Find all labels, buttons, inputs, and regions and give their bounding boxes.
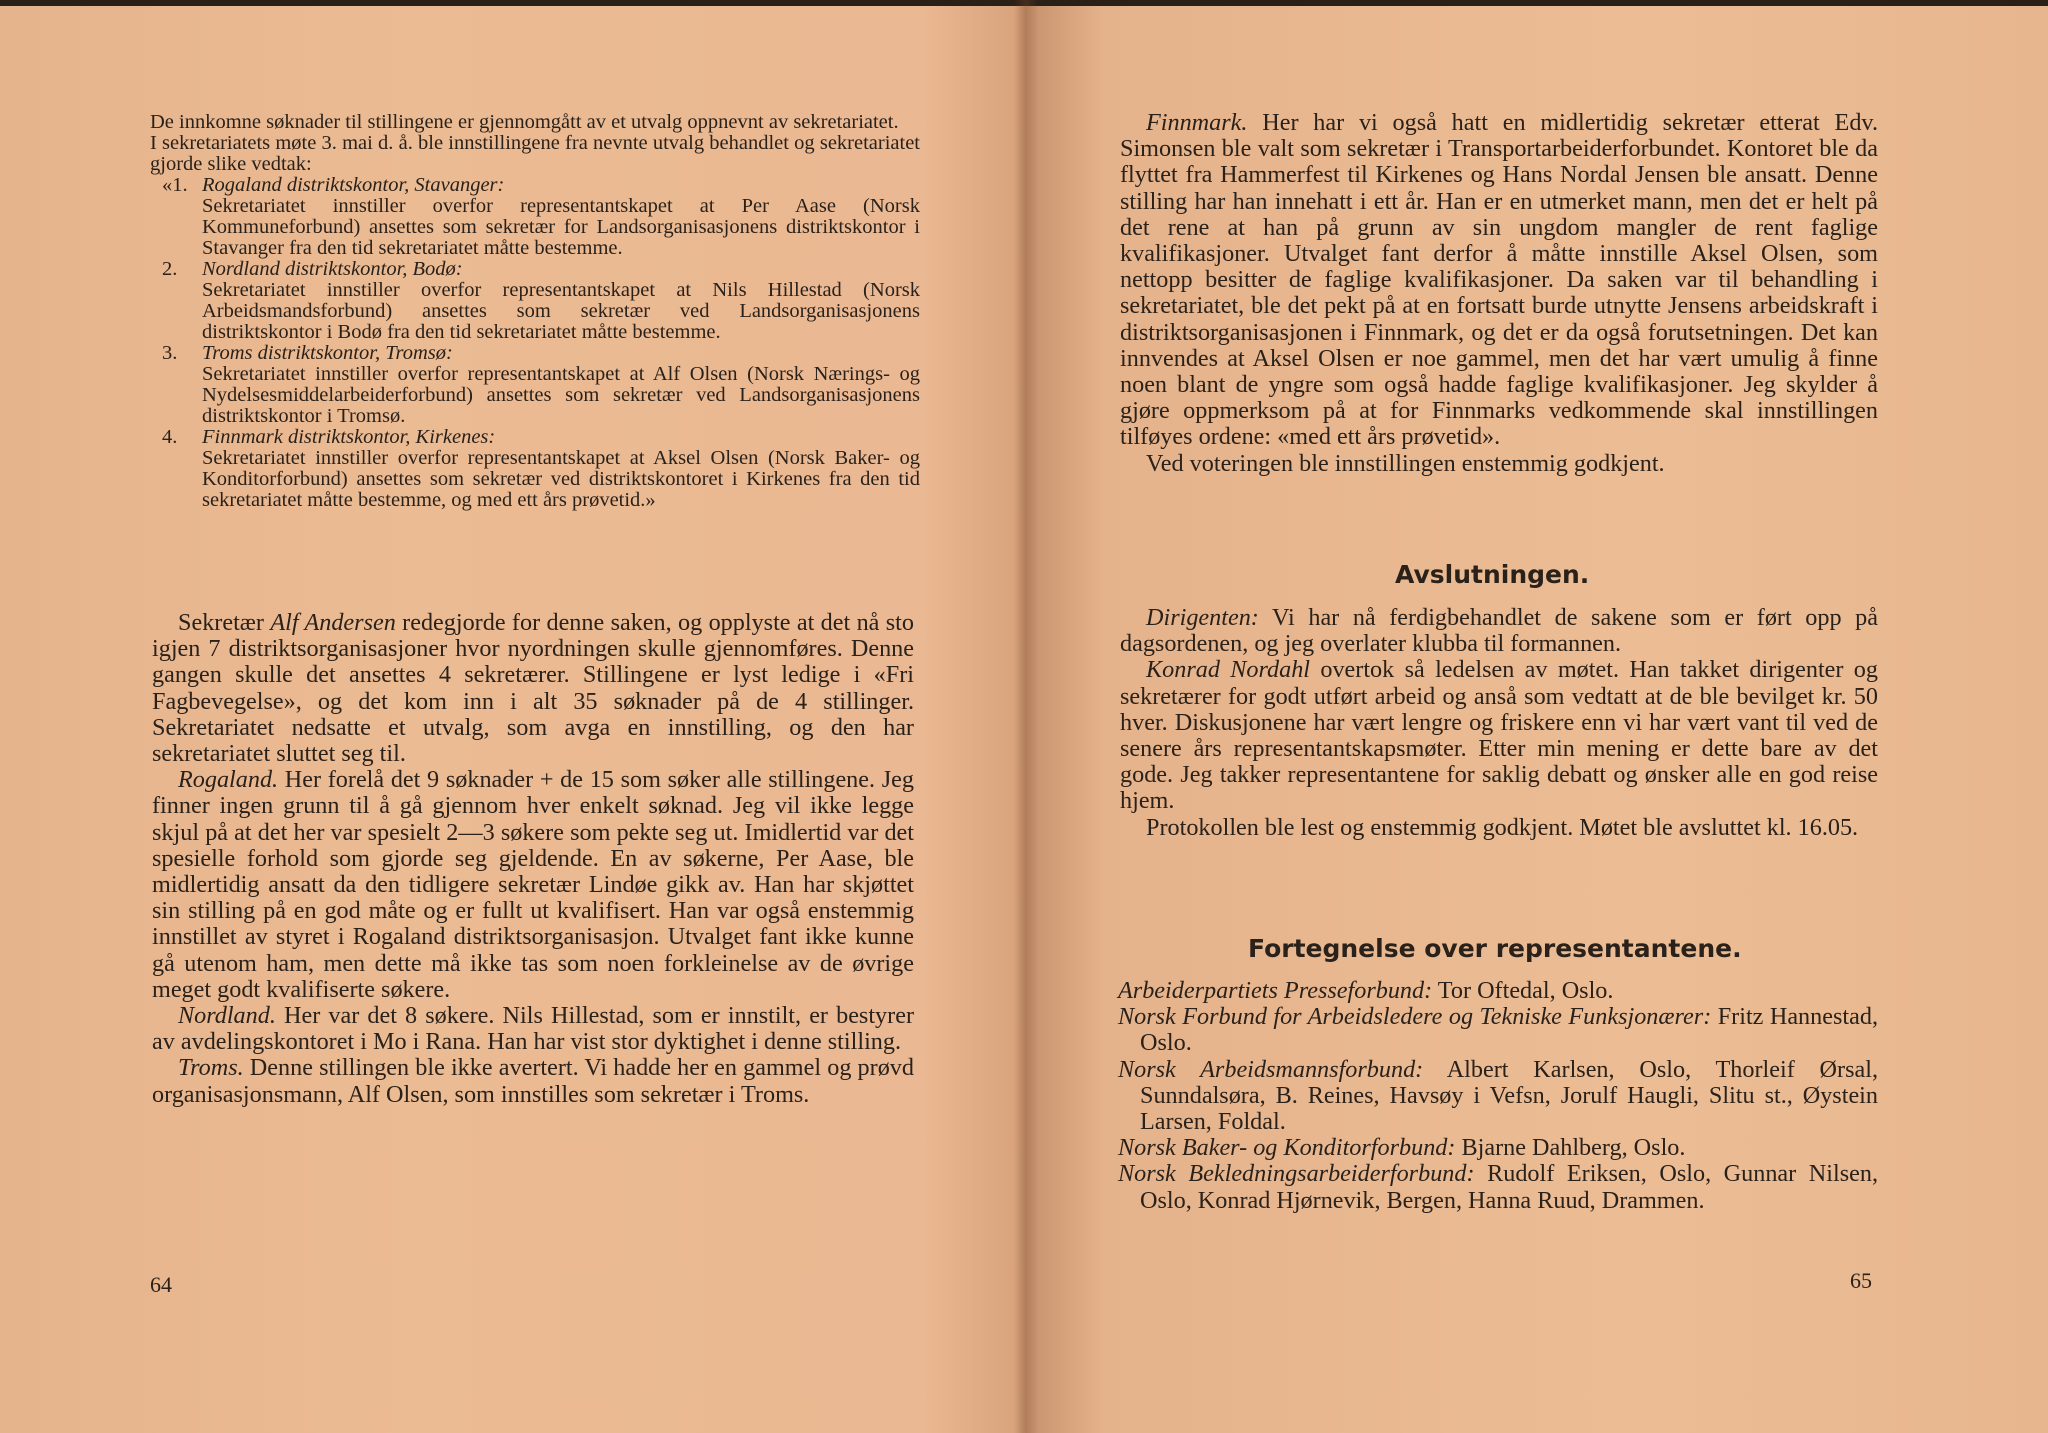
heading-avslutningen: Avslutningen. <box>1395 560 1590 589</box>
item-heading: Rogaland distriktskontor, Stavanger: <box>202 174 505 196</box>
intro-line-2: I sekretariatets møte 3. mai d. å. ble innstillingene fra nevnte utvalg behandlet og sekretariatet gjorde slike vedtak: <box>150 132 920 175</box>
rep-entry <box>1118 1057 1878 1136</box>
para-text: Her var det 8 søkere. Nils Hillestad, som er innstilt, er bestyrer av avdelingskontoret i Mo i Rana. Han har vist stor dyktighet i denne stilling. <box>152 1002 914 1056</box>
lead-nordland: Nordland. <box>178 1002 276 1030</box>
rep-names: Rudolf Eriksen, Oslo, Gunnar Nilsen, Oslo, Konrad Hjørnevik, Bergen, Hanna Ruud, Drammen. <box>1140 1160 1878 1214</box>
item-heading: Nordland distriktskontor, Bodø: <box>202 258 463 280</box>
paragraph-nordland <box>152 1003 914 1055</box>
lead-finnmark: Finnmark. <box>1146 109 1248 136</box>
paragraph-finnmark <box>1120 110 1878 451</box>
paragraph-protokollen: Protokollen ble lest og enstemmig godkjent. Møtet ble avsluttet kl. 16.05. <box>1146 813 1859 841</box>
resolution-item-1 <box>150 175 920 259</box>
para-text: Vi har nå ferdigbehandlet de sakene som er ført opp på dagsordenen, og jeg overlater klubba til formannen. <box>1120 604 1878 658</box>
lead-dirigenten: Dirigenten: <box>1146 604 1259 631</box>
rep-names: Fritz Hannestad, Oslo. <box>1140 1003 1878 1057</box>
item-heading: Troms distriktskontor, Tromsø: <box>202 342 453 364</box>
intro-line-1: De innkomne søknader til stillingene er gjennomgått av et utvalg oppnevnt av sekretariatet. <box>150 111 899 133</box>
paragraph-rogaland <box>152 767 914 1003</box>
item-number: 4. <box>162 426 178 448</box>
heading-fortegnelse: Fortegnelse over representantene. <box>1248 934 1742 963</box>
item-text: Sekretariatet innstiller overfor representantskapet at Aksel Olsen (Norsk Baker- og Konditorforbund) ansettes som sekretær ved distriktskontoret i Kirkenes fra den tid sekretariatet måtte bestemme, og med ett års prøvetid.» <box>202 447 920 511</box>
lead-rogaland: Rogaland. <box>178 766 279 794</box>
lead-troms: Troms. <box>178 1054 244 1082</box>
item-text: Sekretariatet innstiller overfor representantskapet at Nils Hillestad (Norsk Arbeidsmandsforbund) ansettes som sekretær ved Landsorganisasjonens distriktskontor i Bodø fra den tid sekretariatet måtte bestemme. <box>202 279 920 343</box>
rep-entry <box>1118 1161 1878 1213</box>
resolution-item-2 <box>150 259 920 343</box>
para-text: Her har vi også hatt en midlertidig sekretær etterat Edv. Simonsen ble valt som sekretær i Transportarbeiderforbundet. Kontoret ble da flyttet fra Hammerfest til Kirkenes og Hans Nordal Jensen ble ansatt. Denne stilling har han innehatt i ett år. Han er en utmerket mann, men det er helt på det rene at han på grunn av sin ungdom mangler de rent faglige kvalifikasjoner. Utvalget fant derfor å måtte innstille Aksel Olsen, som nettopp besitter de faglige kvalifikasjoner. Da saken var til behandling i sekretariatet, ble det pekt på at en fortsatt burde utnytte Jensens arbeidskraft i distriktsorganisasjonen i Finnmark, og det er da også forutsetningen. Det kan innvendes at Aksel Olsen er noe gammel, men det har vært umulig å finne noen blant de yngre som også hadde faglige kvalifikasjoner. Jeg skylder å gjøre oppmerksom på at for Finnmarks vedkommende skal innstillingen tilføyes ordene: «med ett års prøvetid». <box>1120 109 1878 451</box>
paragraph-nordahl <box>1120 657 1878 814</box>
representatives-list <box>1118 978 1878 1214</box>
item-text: Sekretariatet innstiller overfor representantskapet at Per Aase (Norsk Kommuneforbund) ansettes som sekretær for Landsorganisasjonens distriktskontor i Stavanger fra den tid sekretariatet måtte bestemme. <box>202 195 920 259</box>
rep-names: Albert Karlsen, Oslo, Thorleif Ørsal, Sunndalsøra, B. Reines, Havsøy i Vefsn, Jorulf Haugli, Slitu st., Øystein Larsen, Foldal. <box>1140 1055 1878 1136</box>
rep-org: Arbeiderpartiets Presseforbund: <box>1118 977 1433 1004</box>
rep-org: Norsk Arbeidsmannsforbund: <box>1118 1055 1424 1083</box>
rep-org: Norsk Forbund for Arbeidsledere og Tekniske Funksjonærer: <box>1118 1003 1712 1031</box>
right-body-text-closing <box>1120 605 1878 841</box>
page-number-right: 65 <box>1850 1268 1872 1293</box>
rep-names: Tor Oftedal, Oslo. <box>1432 977 1614 1004</box>
rep-entry <box>1118 1135 1878 1161</box>
right-body-text-top <box>1120 110 1878 477</box>
para-text: overtok så ledelsen av møtet. Han takket dirigenter og sekretærer for godt utført arbeid og anså som vedtatt at de ble bevilget kr. 50 hver. Diskusjonene har vært lengre og friskere enn vi har vært vant til ved de senere års representantskapsmøter. Etter min mening er dette bare av det gode. Jeg takker representantene for saklig debatt og ønsker alle en god reise hjem. <box>1120 656 1878 815</box>
item-number: 3. <box>162 342 178 364</box>
rep-entry <box>1118 978 1878 1004</box>
para-text: Her forelå det 9 søknader + de 15 som søker alle stillingene. Jeg finner ingen grunn til å gå gjennom hver enkelt søknad. Jeg vil ikke legge skjul på at det her var spesielt 2—3 søkere som pekte seg ut. Imidlertid var det spesielle forhold som gjorde seg gjeldende. En av søkerne, Per Aase, ble midlertidig ansatt da den tidligere sekretær Lindøe gikk av. Han har skjøttet sin stilling på en god måte og er fullt ut kvalifisert. Han var også enstemmig innstillet av styret i Rogaland distriktsorganisasjon. Utvalget fant ikke kunne gå utenom ham, men dette må ikke tas som noen forkleinelse av de øvrige meget godt kvalifiserte søkere. <box>152 766 914 1003</box>
rep-entry <box>1118 1004 1878 1056</box>
item-number: 2. <box>162 258 178 280</box>
name-alf-andersen: Alf Andersen <box>270 609 396 636</box>
rep-org: Norsk Baker- og Konditorforbund: <box>1118 1134 1456 1162</box>
item-text: Sekretariatet innstiller overfor representantskapet at Alf Olsen (Norsk Nærings- og Nydelsesmiddelarbeiderforbund) ansettes som sekretær ved Landsorganisasjonens distriktskontor i Tromsø. <box>202 363 920 427</box>
resolution-item-3 <box>150 343 920 427</box>
paragraph-dirigenten <box>1120 605 1878 657</box>
page-number-left: 64 <box>150 1272 172 1297</box>
paragraph-troms <box>152 1055 914 1107</box>
resolution-block <box>150 112 920 511</box>
rep-org: Norsk Bekledningsarbeiderforbund: <box>1118 1160 1475 1188</box>
paragraph-voting: Ved voteringen ble innstillingen enstemmig godkjent. <box>1146 449 1665 477</box>
item-number: «1. <box>162 174 188 196</box>
paragraph-andersen <box>152 610 914 767</box>
para-text: Sekretær <box>178 609 271 636</box>
left-page <box>0 0 1020 1433</box>
rep-names: Bjarne Dahlberg, Oslo. <box>1455 1134 1686 1162</box>
left-body-text <box>152 610 914 1108</box>
lead-konrad-nordahl: Konrad Nordahl <box>1146 656 1311 684</box>
para-text: Denne stillingen ble ikke avertert. Vi hadde her en gammel og prøvd organisasjonsmann, Alf Olsen, som innstilles som sekretær i Troms. <box>152 1054 914 1108</box>
para-text: redegjorde for denne saken, og opplyste at det nå sto igjen 7 distriktsorganisasjoner hvor nyordningen skulle gjennomføres. Denne gangen skulle det ansettes 4 sekretærer. Stillingene er lyst ledige i «Fri Fagbevegelse», og det kom inn i alt 35 søknader på de 4 stillinger. Sekretariatet nedsatte et utvalg, som avga en innstilling, og den har sekretariatet sluttet seg til. <box>152 609 914 768</box>
resolution-item-4 <box>150 427 920 511</box>
item-heading: Finnmark distriktskontor, Kirkenes: <box>202 426 496 448</box>
